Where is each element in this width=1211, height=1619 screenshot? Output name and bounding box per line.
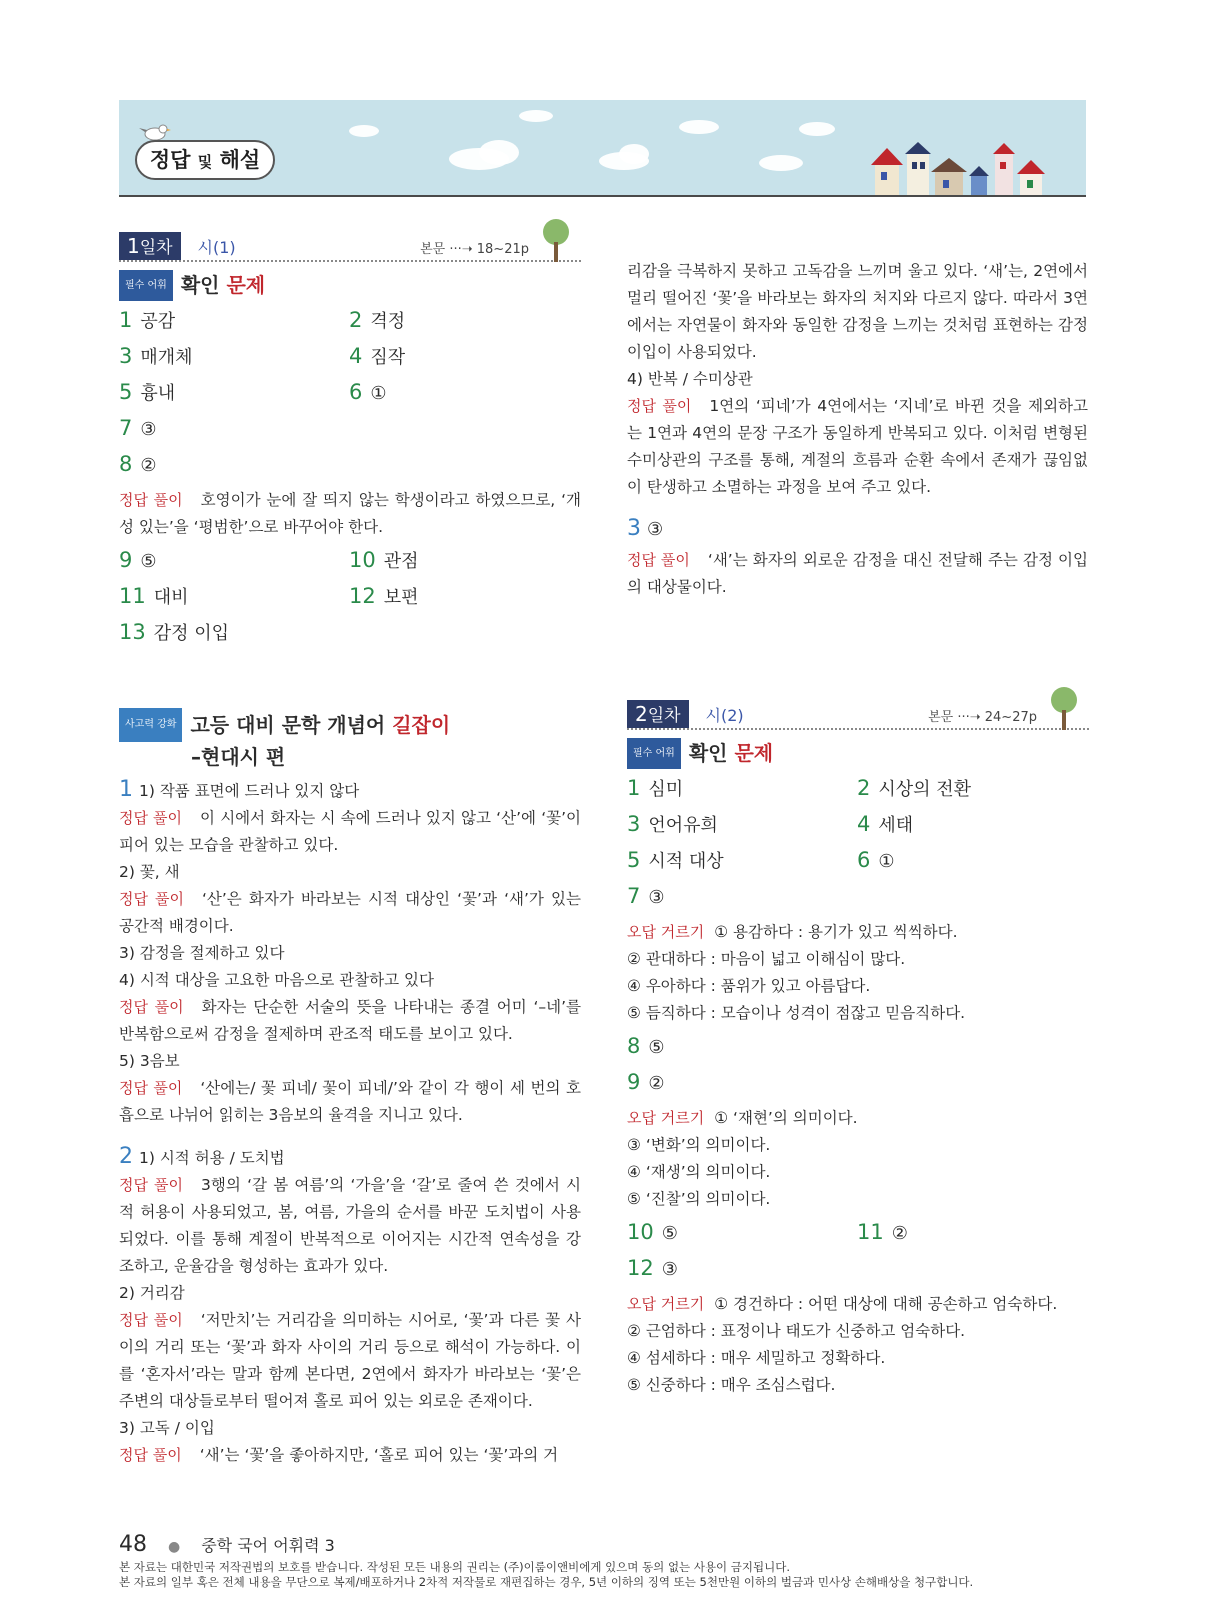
day2-header xyxy=(627,700,1089,730)
answer-item: 7 ③ xyxy=(119,416,157,440)
footer xyxy=(119,1532,1199,1590)
day1-header xyxy=(119,232,581,262)
day2-subsection-header: 필수 어휘 확인 문제 xyxy=(627,738,1089,769)
day2-title: 시(2) xyxy=(705,706,744,725)
paragraph: 리감을 극복하지 못하고 고독감을 느끼며 울고 있다. ‘새’는, 2연에서 멀리 떨어진 ‘꽃’을 바라보는 화자의 처지와 다르지 않다. 따라서 3연에서는 자연물이 화자와 동일한 감정을 느끼는 것처럼 표현하는 감정 이입이 사용되었다. xyxy=(627,262,1088,361)
e1-5: 정답 풀이 ‘산에는/ 꽃 피네/ 꽃이 피네/’와 같이 각 행이 세 번의 호흡으로 나뉘어 읽히는 3음보의 율격을 지니고 있다. xyxy=(119,1079,581,1124)
wrong-7: 오답 거르기 ① 용감하다 : 용기가 있고 씩씩하다. xyxy=(627,923,958,941)
wrong-9-item: ⑤ ‘진찰’의 의미이다. xyxy=(627,1190,771,1208)
explanation-4: 정답 풀이 1연의 ‘피네’가 4연에서는 ‘지네’로 바뀐 것을 제외하고는 1연과 4연의 문장 구조가 동일하게 반복되고 있다. 이처럼 변형된 수미상관의 구조를 통해, 계절의 흐름과 순환 속에서 존재가 끊임없이 탄생하고 소멸하는 과정을 보여 주고 있다. xyxy=(627,397,1088,496)
day1-continued xyxy=(627,258,1088,601)
tree-icon xyxy=(539,218,573,262)
literary-terms-section xyxy=(119,708,581,1469)
answer-item: 7 ③ xyxy=(627,884,665,908)
answer-item: 3 매개체 xyxy=(119,344,193,368)
e2-3: 정답 풀이 ‘새’는 ‘꽃’을 좋아하지만, ‘홀로 피어 있는 ‘꽃’과의 거 xyxy=(119,1446,559,1464)
book-title: 중학 국어 어휘력 3 xyxy=(201,1536,335,1555)
day2-section xyxy=(627,700,1089,1399)
answer-item: 9 ② xyxy=(627,1070,665,1094)
wrong-9-item: ③ ‘변화’의 의미이다. xyxy=(627,1136,771,1154)
literary-header: 사고력 강화 고등 대비 문학 개념어 길잡이 –현대시 편 xyxy=(119,708,581,772)
wrong-7-item: ⑤ 듬직하다 : 모습이나 성격이 점잖고 믿음직하다. xyxy=(627,1004,966,1022)
houses-illustration xyxy=(869,140,1069,195)
answer-item: 5 시적 대상 xyxy=(627,848,724,872)
answer-item: 10 ⑤ xyxy=(627,1220,678,1244)
answer-item: 4 세태 xyxy=(857,812,914,836)
answer-item: 2 격정 xyxy=(349,308,406,332)
day1-answer-grid xyxy=(119,307,581,655)
q2-1: 2 1) 시적 허용 / 도치법 xyxy=(119,1144,285,1169)
answer-item: 10 관점 xyxy=(349,548,419,572)
day2-page-ref: 본문 ···➝ 24~27p xyxy=(928,710,1037,725)
page-number: 48 xyxy=(119,1532,147,1557)
q1-5: 5) 3음보 xyxy=(119,1052,180,1070)
answer-item: 3 ③ xyxy=(627,516,664,541)
explanation-3: 정답 풀이 ‘새’는 화자의 외로운 감정을 대신 전달해 주는 감정 이입의 대상물이다. xyxy=(627,551,1088,596)
day2-badge: 2일차 xyxy=(627,700,689,728)
wrong-12: 오답 거르기 ① 경건하다 : 어떤 대상에 대해 공손하고 엄숙하다. xyxy=(627,1295,1058,1313)
day1-sub-badge: 필수 어휘 xyxy=(119,270,173,301)
answer-item: 3 언어유희 xyxy=(627,812,718,836)
answer-item: 8 ⑤ xyxy=(627,1034,665,1058)
e1-4: 정답 풀이 화자는 단순한 서술의 뜻을 나타내는 종결 어미 ‘–네’를 반복함으로써 감정을 절제하며 관조적 태도를 보이고 있다. xyxy=(119,998,581,1043)
answer-item: 1 공감 xyxy=(119,308,176,332)
wrong-7-item: ④ 우아하다 : 품위가 있고 아름답다. xyxy=(627,977,871,995)
answer-item: 5 흉내 xyxy=(119,380,176,404)
answer-item: 1 심미 xyxy=(627,776,684,800)
wrong-12-item: ② 근엄하다 : 표정이나 태도가 신중하고 엄숙하다. xyxy=(627,1322,966,1340)
q2-3: 3) 고독 / 이입 xyxy=(119,1419,215,1437)
day1-subsection-header: 필수 어휘 확인 문제 xyxy=(119,270,581,301)
day1-badge: 1일차 xyxy=(119,232,181,260)
answer-item: 6 ① xyxy=(857,848,895,872)
e1-2: 정답 풀이 ‘산’은 화자가 바라보는 시적 대상인 ‘꽃’과 ‘새’가 있는 공간적 배경이다. xyxy=(119,890,581,935)
q1-2: 2) 꽃, 새 xyxy=(119,863,180,881)
answer-item: 4 짐작 xyxy=(349,344,406,368)
day1-title: 시(1) xyxy=(197,238,236,257)
wrong-9-item: ④ ‘재생’의 의미이다. xyxy=(627,1163,771,1181)
answer-item: 6 ① xyxy=(349,380,387,404)
day1-section xyxy=(119,232,581,655)
answer-item: 11 대비 xyxy=(119,584,189,608)
answer-item: 12 보편 xyxy=(349,584,419,608)
e1-1: 정답 풀이 이 시에서 화자는 시 속에 드러나 있지 않고 ‘산’에 ‘꽃’이 피어 있는 모습을 관찰하고 있다. xyxy=(119,809,581,854)
question-4: 4) 반복 / 수미상관 xyxy=(627,370,753,388)
answer-item: 11 ② xyxy=(857,1220,908,1244)
copyright-line-1: 본 자료는 대한민국 저작권법의 보호를 받습니다. 작성된 모든 내용의 권리는 (주)이룸이앤비에게 있으며 동의 없는 사용이 금지됩니다. xyxy=(119,1560,790,1574)
explanation-8: 정답 풀이 호영이가 눈에 잘 띄지 않는 학생이라고 하였으므로, ‘개성 있는’을 ‘평범한’으로 바꾸어야 한다. xyxy=(119,491,581,536)
answer-item: 8 ② xyxy=(119,452,157,476)
q1-4: 4) 시적 대상을 고요한 마음으로 관찰하고 있다 xyxy=(119,971,434,989)
q1-3: 3) 감정을 절제하고 있다 xyxy=(119,944,285,962)
answer-item: 12 ③ xyxy=(627,1256,678,1280)
answer-item: 2 시상의 전환 xyxy=(857,776,972,800)
wrong-9: 오답 거르기 ① ‘재현’의 의미이다. xyxy=(627,1109,858,1127)
answer-item: 9 ⑤ xyxy=(119,548,157,572)
copyright-line-2: 본 자료의 일부 혹은 전체 내용을 무단으로 복제/배포하거나 2차적 저작물로 재편집하는 경우, 5년 이하의 징역 또는 5천만원 이하의 벌금과 민사상 손해배상을 청구합니다. xyxy=(119,1575,974,1589)
wrong-7-item: ② 관대하다 : 마음이 넓고 이해심이 많다. xyxy=(627,950,906,968)
day1-page-ref: 본문 ···➝ 18~21p xyxy=(420,242,529,257)
answer-item: 13 감정 이입 xyxy=(119,620,230,644)
bullet-icon: ● xyxy=(168,1539,181,1555)
tree-icon xyxy=(1047,686,1081,730)
e2-1: 정답 풀이 3행의 ‘갈 봄 여름’의 ‘가을’을 ‘갈’로 줄여 쓴 것에서 시적 허용이 사용되었고, 봄, 여름, 가을의 순서를 바꾼 도치법이 사용되었다. 이를 통해 계절이 반복적으로 이어지는 시간적 연속성을 강조하고, 운율감을 형성하는 효과가 있다. xyxy=(119,1176,581,1275)
wrong-12-item: ⑤ 신중하다 : 매우 조심스럽다. xyxy=(627,1376,836,1394)
q2-2: 2) 거리감 xyxy=(119,1284,185,1302)
q1-1: 1 1) 작품 표면에 드러나 있지 않다 xyxy=(119,777,360,802)
wrong-12-item: ④ 섬세하다 : 매우 세밀하고 정확하다. xyxy=(627,1349,886,1367)
page-title: 정답 및 해설 xyxy=(135,140,275,180)
e2-2: 정답 풀이 ‘저만치’는 거리감을 의미하는 시어로, ‘꽃’과 다른 꽃 사이의 거리 또는 ‘꽃’과 화자 사이의 거리 등으로 해석이 가능하다. 이를 ‘혼자서’라는 말과 함께 본다면, 2연에서 화자가 바라보는 ‘꽃’은 주변의 대상들로부터 떨어져 홀로 피어 있는 외로운 존재이다. xyxy=(119,1311,582,1410)
